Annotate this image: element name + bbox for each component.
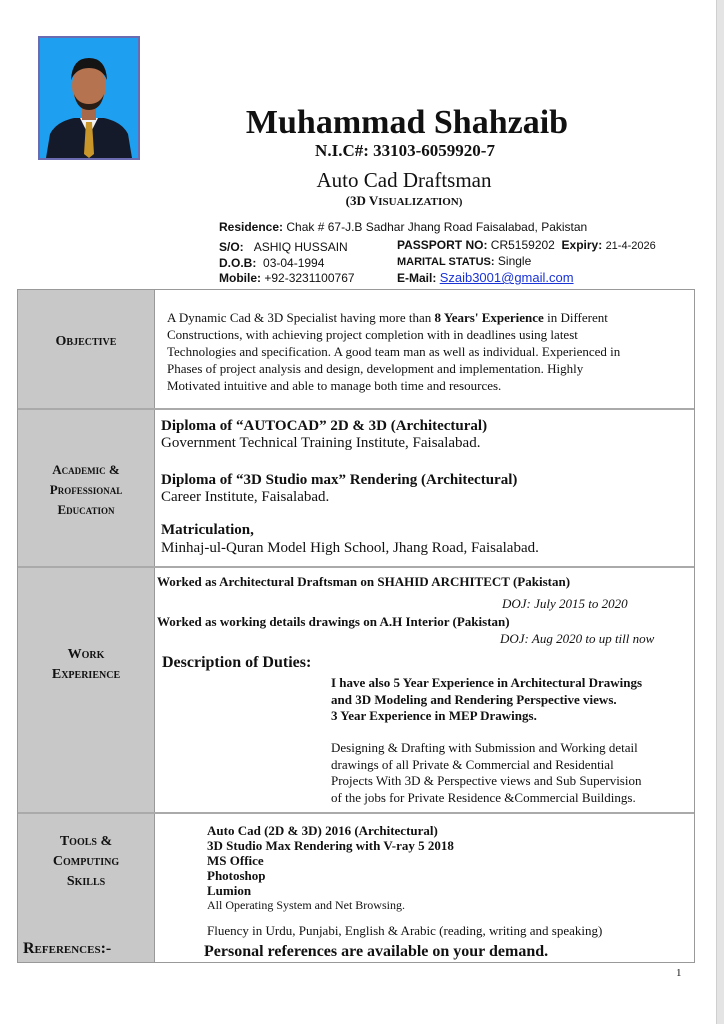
nic-number: N.I.C#: 33103-6059920-7 [315, 141, 495, 160]
so-line: S/O: ASHIQ HUSSAIN [219, 240, 348, 254]
skill-item: Photoshop [207, 868, 266, 883]
page-number: 1 [676, 967, 682, 979]
mobile-line: Mobile: +92-3231100767 [219, 271, 355, 285]
divider [18, 812, 694, 814]
objective-line-3: Technologies and specification. A good team man as well as individual. Experienced in [167, 344, 621, 359]
passport-line: PASSPORT NO: CR5159202 Expiry: 21-4-2026 [397, 238, 656, 252]
duty-desc-3: Projects With 3D & Perspective views and Sub Supervision [331, 773, 642, 788]
job-entry-2: Worked as working details drawings on A.H Interior (Pakistan) [157, 614, 510, 629]
job-subtitle: (3D VISUALIZATION) [345, 193, 463, 208]
residence-line: Residence: Chak # 67-J.B Sadhar Jhang Road Faisalabad, Pakistan [219, 220, 588, 234]
skill-item: Lumion [207, 883, 252, 898]
skill-os: All Operating System and Net Browsing. [207, 898, 405, 912]
duties-heading: Description of Duties: [162, 654, 312, 671]
work-label: Work Experience [51, 647, 121, 682]
objective-line-5: Motivated intuitive and able to manage both time and resources. [167, 378, 502, 393]
doj-2: DOJ: Aug 2020 to up till now [500, 631, 655, 646]
duty-line-3: 3 Year Experience in MEP Drawings. [331, 708, 537, 723]
marital-line: MARITAL STATUS: Single [397, 254, 532, 268]
references-label: References:- [23, 940, 112, 957]
education-place-1: Government Technical Training Institute, Faisalabad. [161, 435, 481, 451]
job-title: Auto Cad Draftsman [316, 168, 492, 192]
candidate-name: Muhammad Shahzaib [245, 104, 569, 141]
duty-line-1: I have also 5 Year Experience in Architectural Drawings [331, 675, 643, 690]
job-entry-1: Worked as Architectural Draftsman on SHAHID ARCHITECT (Pakistan) [157, 574, 571, 589]
duty-desc-1: Designing & Drafting with Submission and Working detail [331, 740, 638, 755]
duty-desc-2: drawings of all Private & Commercial and Residential [331, 757, 614, 772]
email-link[interactable]: Szaib3001@gmail.com [439, 270, 574, 285]
skills-label: Tools & Computing Skills [52, 834, 120, 889]
skill-item: 3D Studio Max Rendering with V-ray 5 2018 [207, 838, 454, 853]
education-title-1: Diploma of “AUTOCAD” 2D & 3D (Architectural) [161, 418, 488, 434]
education-label: Academic & Professional Education [49, 462, 123, 517]
skill-item: MS Office [207, 853, 264, 868]
skill-languages: Fluency in Urdu, Punjabi, English & Arabic (reading, writing and speaking) [207, 923, 603, 938]
doj-1: DOJ: July 2015 to 2020 [502, 596, 628, 611]
objective-line-2: Constructions, with achieving project completion with in deadlines using latest [167, 327, 578, 342]
cv-table [17, 289, 695, 963]
objective-label: Objective [55, 334, 117, 349]
references-text: Personal references are available on your demand. [204, 943, 549, 960]
objective-line-4: Phases of project analysis and design, development and implementation. Highly [167, 361, 584, 376]
divider [18, 566, 694, 568]
email-line: E-Mail: Szaib3001@gmail.com [397, 270, 574, 285]
skill-item: Auto Cad (2D & 3D) 2016 (Architectural) [207, 823, 438, 838]
divider [18, 408, 694, 410]
dob-line: D.O.B: 03-04-1994 [219, 256, 325, 270]
education-title-2: Diploma of “3D Studio max” Rendering (Architectural) [161, 472, 518, 488]
duty-line-2: and 3D Modeling and Rendering Perspective views. [331, 692, 617, 707]
education-title-3: Matriculation, [161, 522, 254, 538]
education-place-2: Career Institute, Faisalabad. [161, 489, 330, 505]
objective-line-1: A Dynamic Cad & 3D Specialist having more than 8 Years' Experience in Different [167, 310, 608, 325]
education-place-3: Minhaj-ul-Quran Model High School, Jhang Road, Faisalabad. [161, 540, 539, 556]
duty-desc-4: of the jobs for Private Residence &Commercial Buildings. [331, 790, 636, 805]
